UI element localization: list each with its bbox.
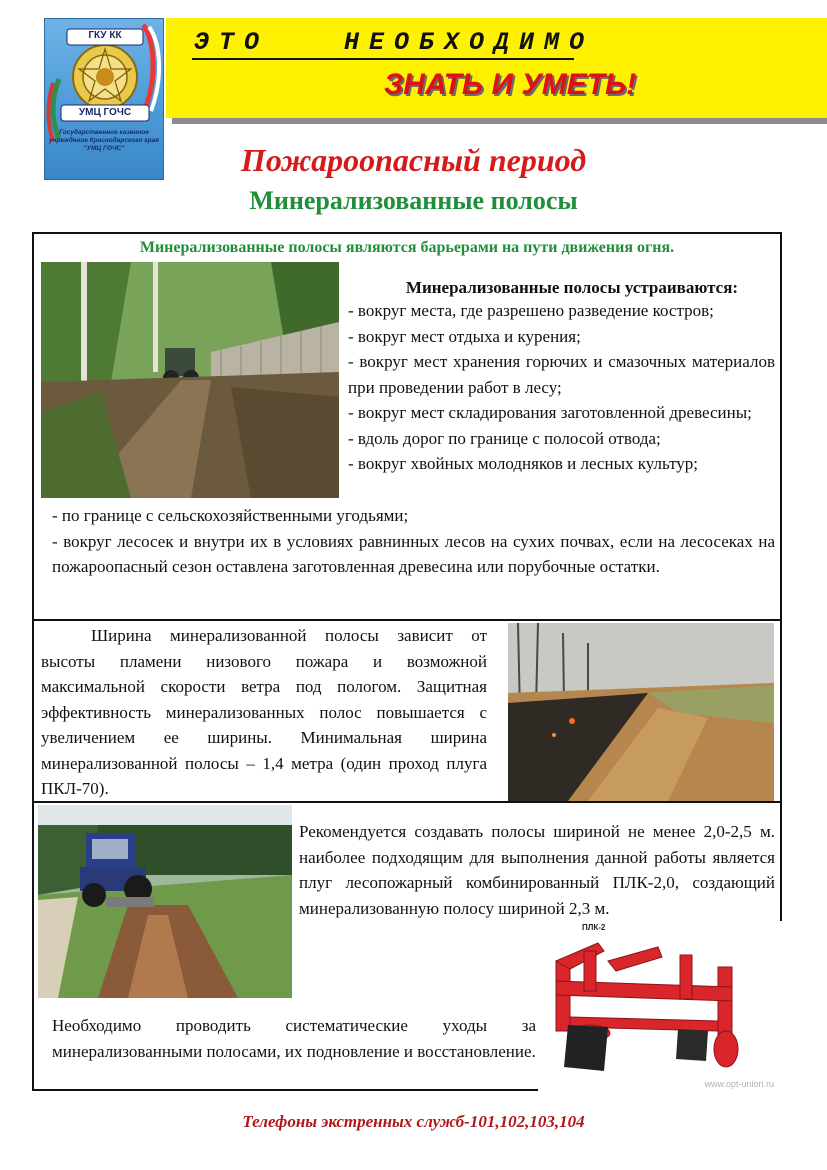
banner-line1: ЭТО НЕОБХОДИМО [194, 28, 595, 57]
plow-label: ПЛК-2 [582, 923, 606, 932]
section-width [32, 619, 782, 803]
logo-bottom-text: УМЦ ГОЧС [78, 107, 132, 118]
emergency-phones: Телефоны экстренных служб-101,102,103,104 [242, 1112, 585, 1131]
photo-plk-plow [538, 921, 782, 1091]
section-placement [32, 232, 782, 621]
placement-list-wide [52, 503, 775, 580]
photo-tractor-forest-strip [41, 262, 339, 498]
list-item: - вокруг лесосек и внутри их в условиях равнинных лесов на сухих почвах, если на лесосеках на пожароопасный сезон оставлена заготовленная древесина или порубочные остатки. [52, 531, 775, 576]
watermark: www.opt-union.ru [704, 1079, 774, 1089]
list-item: - вокруг мест складирования заготовленной древесины; [348, 403, 752, 422]
page-title: Пожароопасный период [240, 142, 587, 178]
list-item: - вокруг мест хранения горючих и смазочных материалов при проведении работ в лесу; [348, 352, 775, 397]
list-item: - вокруг места, где разрешено разведение костров; [348, 301, 714, 320]
list-item: - вокруг хвойных молодняков и лесных культур; [348, 454, 699, 473]
maintenance-paragraph: Необходимо проводить систематические уходы за минерализованными полосами, их подновление и восстановление. [52, 1016, 536, 1061]
banner-line2: ЗНАТЬ И УМЕТЬ! [384, 68, 637, 101]
recommendation-paragraph: Рекомендуется создавать полосы шириной не менее 2,0-2,5 м. наиболее подходящим для выполнения данной работы является плуг лесопожарный комбинированный ПЛК-2,0, создающий минерализованную полосу шириной 2,3 м. [299, 822, 775, 918]
list-item: - вокруг мест отдыха и курения; [348, 326, 581, 346]
photo-burnt-strip [508, 623, 774, 801]
logo-caption: Государственное казенное учреждение Краснодарского края "УМЦ ГОЧС" [49, 129, 160, 152]
placement-heading: Минерализованные полосы устраиваются: [405, 278, 739, 297]
header-banner [166, 18, 827, 118]
list-item: - вдоль дорог по границе с полосой отвода; [348, 428, 661, 448]
page-subtitle: Минерализованные полосы [249, 186, 578, 215]
logo-top-text: ГКУ КК [88, 30, 122, 41]
list-item: - по границе с сельскохозяйственными угодьями; [52, 506, 409, 525]
placement-list [348, 298, 775, 477]
width-paragraph: Ширина минерализованной полосы зависит от высоты пламени низового пожара и возможной максимальной скорости ветра под пологом. Защитная эффективность минерализованных полос повышается с увеличением ее ширины. Минимальная ширина минерализованной полосы – 1,4 метра (один проход плуга ПКЛ-70). [41, 626, 487, 798]
banner-underline [192, 58, 574, 60]
photo-blue-tractor-plow [38, 805, 292, 998]
section-intro: Минерализованные полосы являются барьерами на пути движения огня. [139, 239, 675, 256]
section-recommendation [32, 801, 782, 1091]
